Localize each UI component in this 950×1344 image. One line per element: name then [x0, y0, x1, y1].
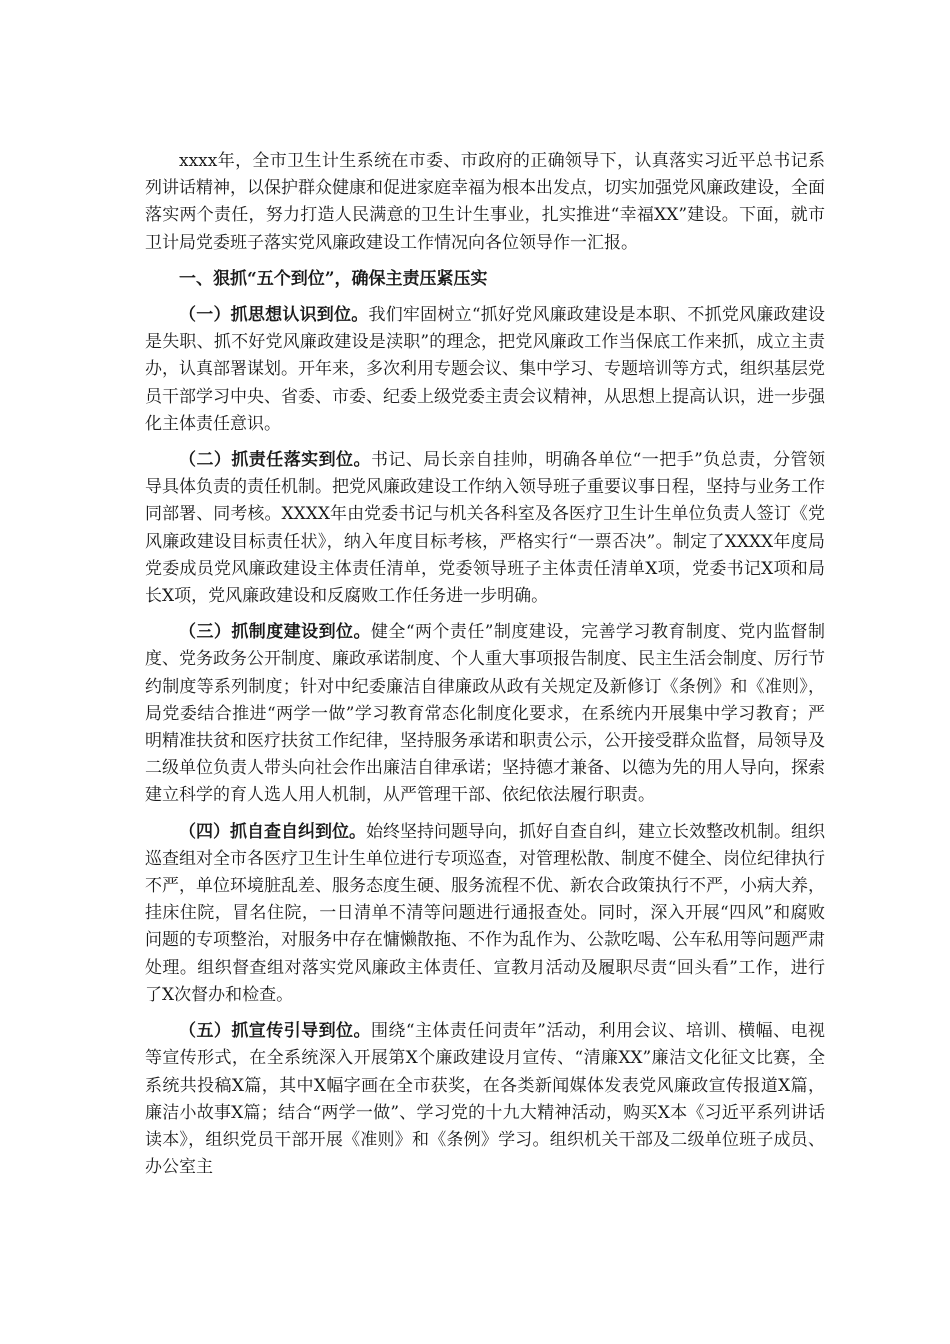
item-paragraph: [145, 447, 825, 610]
item-text: 健全“两个责任”制度建设，完善学习教育制度、党内监督制度、党务政务公开制度、廉政承诺制度、个人重大事项报告制度、民主生活会制度、厉行节约制度等系列制度；针对中纪委廉洁自律廉政从政有关规定及新修订《条例》和《准则》，局党委结合推进“两学一做”学习教育常态化制度化要求，在系统内开展集中学习教育；严明精准扶贫和医疗扶贫工作纪律，坚持服务承诺和职责公示，公开接受群众监督，局领导及二级单位负责人带头向社会作出廉洁自律承诺；坚持德才兼备、以德为先的用人导向，探索建立科学的育人选人用人机制，从严管理干部、依纪依法履行职责。: [145, 622, 825, 806]
item-lead: （三）抓制度建设到位。: [179, 622, 371, 643]
item-lead: （四）抓自查自纠到位。: [179, 821, 366, 842]
item-text: 始终坚持问题导向，抓好自查自纠，建立长效整改机制。组织巡查组对全市各医疗卫生计生单位进行专项巡查，对管理松散、制度不健全、岗位纪律执行不严，单位环境脏乱差、服务态度生硬、服务流程不优、新农合政策执行不严，小病大养，挂床住院，冒名住院，一日清单不清等问题进行通报查处。同时，深入开展“四风”和腐败问题的专项整治，对服务中存在慵懒散拖、不作为乱作为、公款吃喝、公车私用等问题严肃处理。组织督查组对落实党风廉政主体责任、宣教月活动及履职尽责“回头看”工作，进行了X次督办和检查。: [145, 821, 825, 1005]
item-text: 围绕“主体责任问责年”活动，利用会议、培训、横幅、电视等宣传形式，在全系统深入开展第X个廉政建设月宣传、“清廉XX”廉洁文化征文比赛，全系统共投稿X篇，其中X幅字画在全市获奖，在各类新闻媒体发表党风廉政宣传报道X篇，廉洁小故事X篇；结合“两学一做”、学习党的十九大精神活动，购买X本《习近平系列讲话读本》，组织党员干部开展《准则》和《条例》学习。组织机关干部及二级单位班子成员、办公室主: [145, 1021, 825, 1178]
item-lead: （五）抓宣传引导到位。: [179, 1021, 371, 1042]
item-lead: （二）抓责任落实到位。: [179, 450, 371, 471]
item-paragraph: [145, 302, 825, 438]
item-paragraph: [145, 619, 825, 809]
document-body: [145, 148, 825, 1181]
item-paragraph: [145, 819, 825, 1009]
item-text: 书记、局长亲自挂帅，明确各单位“一把手”负总责，分管领导具体负责的责任机制。把党风廉政建设工作纳入领导班子重要议事日程，坚持与业务工作同部署、同考核。XXXX年由党委书记与机关各科室及各医疗卫生计生单位负责人签订《党风廉政建设目标责任状》，纳入年度目标考核，严格实行“一票否决”。制定了XXXX年度局党委成员党风廉政建设主体责任清单，党委领导班子主体责任清单X项，党委书记X项和局长X项，党风廉政建设和反腐败工作任务进一步明确。: [145, 450, 825, 607]
intro-paragraph: xxxx年，全市卫生计生系统在市委、市政府的正确领导下，认真落实习近平总书记系列讲话精神，以保护群众健康和促进家庭幸福为根本出发点，切实加强党风廉政建设，全面落实两个责任，努力打造人民满意的卫生计生事业，扎实推进“幸福XX”建设。下面，就市卫计局党委班子落实党风廉政建设工作情况向各位领导作一汇报。: [145, 151, 825, 253]
item-lead: （一）抓思想认识到位。: [179, 305, 369, 326]
item-text: 我们牢固树立“抓好党风廉政建设是本职、不抓党风廉政建设是失职、抓不好党风廉政建设是渎职”的理念，把党风廉政工作当保底工作来抓，成立主责办，认真部署谋划。开年来，多次利用专题会议、集中学习、专题培训等方式，组织基层党员干部学习中央、省委、市委、纪委上级党委主责会议精神，从思想上提高认识，进一步强化主体责任意识。: [145, 305, 825, 434]
item-paragraph: [145, 1018, 825, 1181]
section-heading: 一、狠抓“五个到位”，确保主责压紧压实: [179, 268, 488, 289]
